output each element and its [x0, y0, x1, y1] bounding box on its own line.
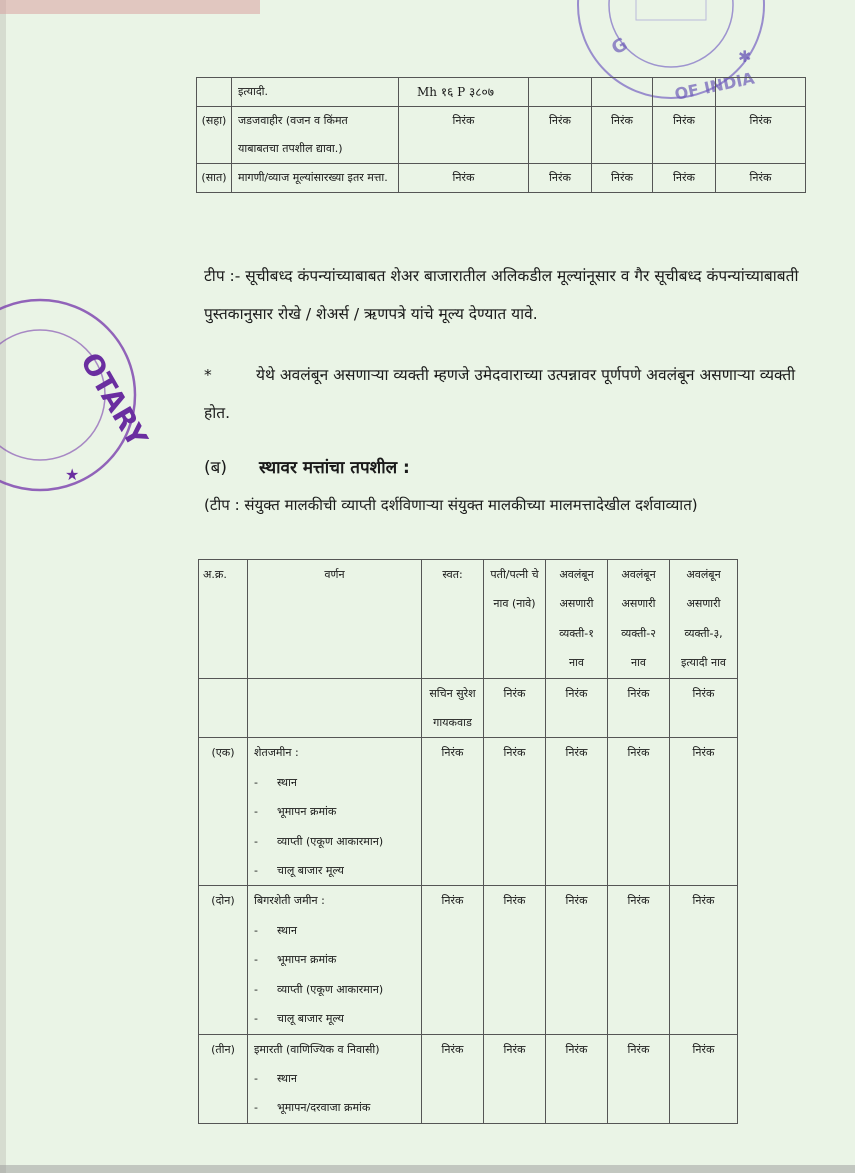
table-row — [197, 107, 806, 164]
dependent-3-value: निरंक — [670, 738, 738, 886]
spouse-value: निरंक — [484, 886, 546, 1034]
movable-assets-table-continued — [196, 77, 806, 193]
cell-value: निरंक — [529, 164, 592, 193]
dependent-1-value: निरंक — [546, 678, 608, 738]
table-row — [199, 886, 738, 1034]
list-item: - चालू बाजार मूल्य — [254, 864, 344, 878]
dependents-definition — [204, 356, 804, 432]
cell-value: निरंक — [716, 107, 806, 164]
row-description — [248, 1034, 422, 1123]
dependent-1-value: निरंक — [546, 1034, 608, 1123]
list-item: - चालू बाजार मूल्य — [254, 1012, 344, 1026]
section-label: (ब) — [204, 458, 227, 478]
self-value: निरंक — [422, 886, 484, 1034]
dependents-definition-text: येथे अवलंबून असणाऱ्या व्यक्ती म्हणजे उमेदवाराच्या उत्पन्नावर पूर्णपणे अवलंबून असणाऱ्या व्यक्ती होत. — [204, 366, 796, 422]
row-number: (तीन) — [199, 1034, 248, 1123]
empty-cell — [248, 678, 422, 738]
svg-text:★: ★ — [65, 465, 80, 484]
cell-value — [716, 78, 806, 107]
list-item: - भूमापन क्रमांक — [254, 805, 337, 819]
dependent-3-value: निरंक — [670, 678, 738, 738]
dependent-2-value: निरंक — [608, 886, 670, 1034]
cell-value: निरंक — [529, 107, 592, 164]
row-title: इमारती (वाणिज्यिक व निवासी) — [254, 1042, 380, 1056]
row-title: बिगरशेती जमीन : — [254, 894, 325, 908]
cell-value — [529, 78, 592, 107]
table-row — [199, 738, 738, 886]
svg-text:G: G — [608, 33, 632, 60]
section-title: स्थावर मत्तांचा तपशील : — [259, 458, 410, 478]
list-item: - भूमापन क्रमांक — [254, 953, 337, 967]
dependent-2-value: निरंक — [608, 678, 670, 738]
header-self: स्वत: — [422, 560, 484, 679]
cell-value: निरंक — [592, 164, 653, 193]
row-description: इत्यादी. — [232, 78, 399, 107]
list-item: - स्थान — [254, 1071, 298, 1085]
dependent-1-value: निरंक — [546, 886, 608, 1034]
row-description: मागणी/व्याज मूल्यांसारख्या इतर मत्ता. — [232, 164, 399, 193]
header-dependent-2: अवलंबून असणारी व्यक्ती-२ नाव — [608, 560, 670, 679]
note-paragraph: टीप :- सूचीबध्द कंपन्यांच्याबाबत शेअर बाजारातील अलिकडील मूल्यांनूसार व गैर सूचीबध्द कंपन्यांच्याबाबती पुस्तकानुसार रोखे / शेअर्स / ऋणपत्रे यांचे मूल्य देण्यात यावे. — [204, 267, 799, 323]
row-number: (सात) — [197, 164, 232, 193]
table-row — [197, 164, 806, 193]
scan-artifact — [0, 1165, 855, 1173]
list-item: - व्याप्ती (एकूण आकारमान) — [254, 834, 384, 848]
header-dependent-3: अवलंबून असणारी व्यक्ती-३, इत्यादी नाव — [670, 560, 738, 679]
cell-value: निरंक — [592, 107, 653, 164]
self-name: सचिन सुरेश गायकवाड — [422, 678, 484, 738]
list-item: - व्याप्ती (एकूण आकारमान) — [254, 982, 384, 996]
scan-artifact — [0, 0, 260, 14]
svg-text:OTARY: OTARY — [73, 347, 154, 453]
header-spouse: पती/पत्नी चे नाव (नावे) — [484, 560, 546, 679]
cell-value — [592, 78, 653, 107]
table-header-row — [199, 560, 738, 679]
list-item: - भूमापन/दरवाजा क्रमांक — [254, 1101, 371, 1115]
row-number: (दोन) — [199, 886, 248, 1034]
dependent-3-value: निरंक — [670, 1034, 738, 1123]
section-subnote: (टीप : संयुक्त मालकीची व्याप्ती दर्शविणाऱ्या संयुक्त मालकीच्या मालमत्तादेखील दर्शवाव्यात) — [204, 496, 698, 514]
row-number: (एक) — [199, 738, 248, 886]
dependent-3-value: निरंक — [670, 886, 738, 1034]
header-serial-no: अ.क्र. — [199, 560, 248, 679]
row-description — [248, 886, 422, 1034]
svg-text:OF INDIA: OF INDIA — [672, 68, 757, 104]
page-edge — [0, 0, 6, 1173]
cell-value: निरंक — [653, 107, 716, 164]
spouse-value: निरंक — [484, 738, 546, 886]
self-value: निरंक — [422, 738, 484, 886]
vehicle-number: Mh १६ P ३८०७ — [399, 78, 529, 107]
dependent-1-value: निरंक — [546, 738, 608, 886]
notary-stamp — [0, 300, 154, 510]
asterisk-marker: * — [204, 366, 212, 384]
dependent-2-value: निरंक — [608, 738, 670, 886]
table-row — [197, 78, 806, 107]
dependent-2-value: निरंक — [608, 1034, 670, 1123]
spouse-value: निरंक — [484, 1034, 546, 1123]
cell-value — [653, 78, 716, 107]
names-row — [199, 678, 738, 738]
cell-value: निरंक — [399, 107, 529, 164]
row-number — [197, 78, 232, 107]
self-value: निरंक — [422, 1034, 484, 1123]
spouse-value: निरंक — [484, 678, 546, 738]
list-item: - स्थान — [254, 775, 298, 789]
row-number: (सहा) — [197, 107, 232, 164]
list-item: - स्थान — [254, 923, 298, 937]
header-description: वर्णन — [248, 560, 422, 679]
cell-value: निरंक — [399, 164, 529, 193]
row-title: शेतजमीन : — [254, 746, 299, 760]
table-row — [199, 1034, 738, 1123]
cell-value: निरंक — [653, 164, 716, 193]
empty-cell — [199, 678, 248, 738]
row-description: जडजवाहीर (वजन व किंमत याबाबतचा तपशील द्यावा.) — [232, 107, 399, 164]
cell-value: निरंक — [716, 164, 806, 193]
row-description — [248, 738, 422, 886]
immovable-assets-table — [198, 559, 738, 1124]
svg-text:✱: ✱ — [738, 47, 752, 66]
section-heading — [204, 455, 410, 478]
header-dependent-1: अवलंबून असणारी व्यक्ती-१ नाव — [546, 560, 608, 679]
